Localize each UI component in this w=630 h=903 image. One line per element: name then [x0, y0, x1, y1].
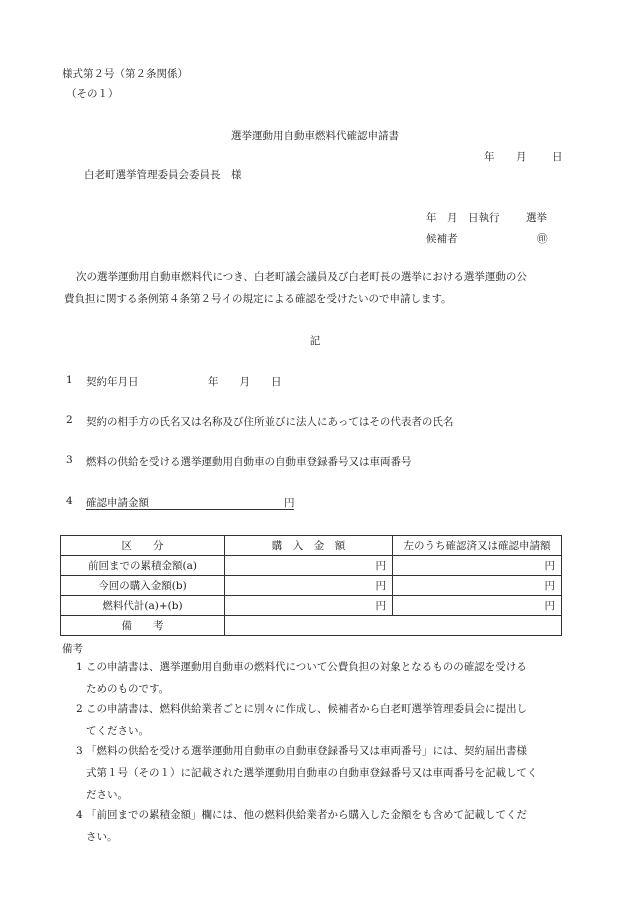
item-number: 1 — [66, 374, 73, 386]
amount-cell[interactable]: 円 — [393, 596, 562, 616]
item-text: 契約の相手方の氏名又は名称及び住所並びに法人にあってはその代表者の氏名 — [86, 416, 454, 428]
note-number: 4 — [76, 809, 83, 821]
note-line: ださい。 — [86, 789, 128, 801]
candidate-label: 候補者 — [426, 233, 458, 245]
item-number: 3 — [66, 454, 73, 466]
notes-title: 備考 — [62, 643, 83, 655]
note-number: 3 — [76, 745, 83, 757]
table-header: 購 入 金 額 — [225, 536, 393, 556]
row-label: 備 考 — [61, 616, 225, 636]
note-line: さい。 — [86, 831, 118, 843]
item-date: 年 月 日 — [208, 376, 282, 388]
note-number: 2 — [76, 703, 83, 715]
row-label: 今回の購入金額(b) — [61, 576, 225, 596]
form-part: （その１） — [66, 88, 119, 100]
remarks-cell[interactable] — [225, 616, 562, 636]
seal-mark: ㊞ — [537, 233, 548, 245]
note-line: この申請書は、燃料供給業者ごとに別々に作成し、候補者から白老町選挙管理委員会に提出し — [86, 703, 527, 715]
form-number: 様式第２号（第２条関係） — [62, 68, 188, 80]
note-3 — [66, 740, 566, 806]
amount-table — [60, 535, 562, 636]
note-4 — [66, 804, 566, 848]
note-line: 「燃料の供給を受ける選挙運動用自動車の自動車登録番号又は車両番号」には、契約届出書様 — [86, 745, 527, 757]
intro-line-2: 費負担に関する条例第４条第２号イの規定による確認を受けたいので申請します。 — [64, 293, 452, 305]
note-1 — [66, 656, 566, 700]
table-row — [61, 596, 562, 616]
item-text: 確認申請金額 — [86, 497, 149, 509]
date-year: 年 — [484, 151, 495, 163]
item-number: 2 — [66, 414, 73, 426]
election-date: 年 月 日執行 — [426, 212, 500, 224]
table-row — [61, 616, 562, 636]
item-unit: 円 — [284, 497, 295, 509]
item-number: 4 — [66, 495, 73, 507]
table-header-row — [61, 536, 562, 556]
table-header: 区 分 — [61, 536, 225, 556]
date-day: 日 — [552, 151, 563, 163]
addressee: 白老町選挙管理委員会委員長 様 — [84, 169, 242, 181]
amount-underline — [86, 509, 294, 510]
table-row — [61, 576, 562, 596]
note-line: この申請書は、選挙運動用自動車の燃料代について公費負担の対象となるものの確認を受ける — [86, 661, 527, 673]
amount-cell[interactable]: 円 — [225, 596, 393, 616]
amount-cell[interactable]: 円 — [225, 556, 393, 576]
row-label: 前回までの累積金額(a) — [61, 556, 225, 576]
amount-cell[interactable]: 円 — [393, 576, 562, 596]
table-header: 左のうち確認済又は確認申請額 — [393, 536, 562, 556]
note-line: 「前回までの累積金額」欄には、他の燃料供給業者から購入した金額をも含めて記載してくだ — [86, 809, 527, 821]
note-line: てください。 — [86, 725, 149, 737]
item-text: 契約年月日 — [86, 376, 139, 388]
table-row — [61, 556, 562, 576]
election-label: 選挙 — [526, 212, 547, 224]
date-month: 月 — [516, 151, 527, 163]
item-text: 燃料の供給を受ける選挙運動用自動車の自動車登録番号又は車両番号 — [86, 456, 412, 468]
note-line: ためのものです。 — [86, 683, 170, 695]
intro-line-1: 次の選挙運動用自動車燃料代につき、白老町議会議員及び白老町長の選挙における選挙運動の公 — [76, 271, 527, 283]
amount-cell[interactable]: 円 — [393, 556, 562, 576]
document-title: 選挙運動用自動車燃料代確認申請書 — [231, 130, 399, 142]
ki-heading: 記 — [309, 335, 321, 347]
amount-cell[interactable]: 円 — [225, 576, 393, 596]
note-number: 1 — [76, 661, 83, 673]
note-2 — [66, 698, 566, 742]
note-line: 式第１号（その１）に記載された選挙運動用自動車の自動車登録番号又は車両番号を記載してく — [86, 767, 538, 779]
row-label: 燃料代計(a)+(b) — [61, 596, 225, 616]
